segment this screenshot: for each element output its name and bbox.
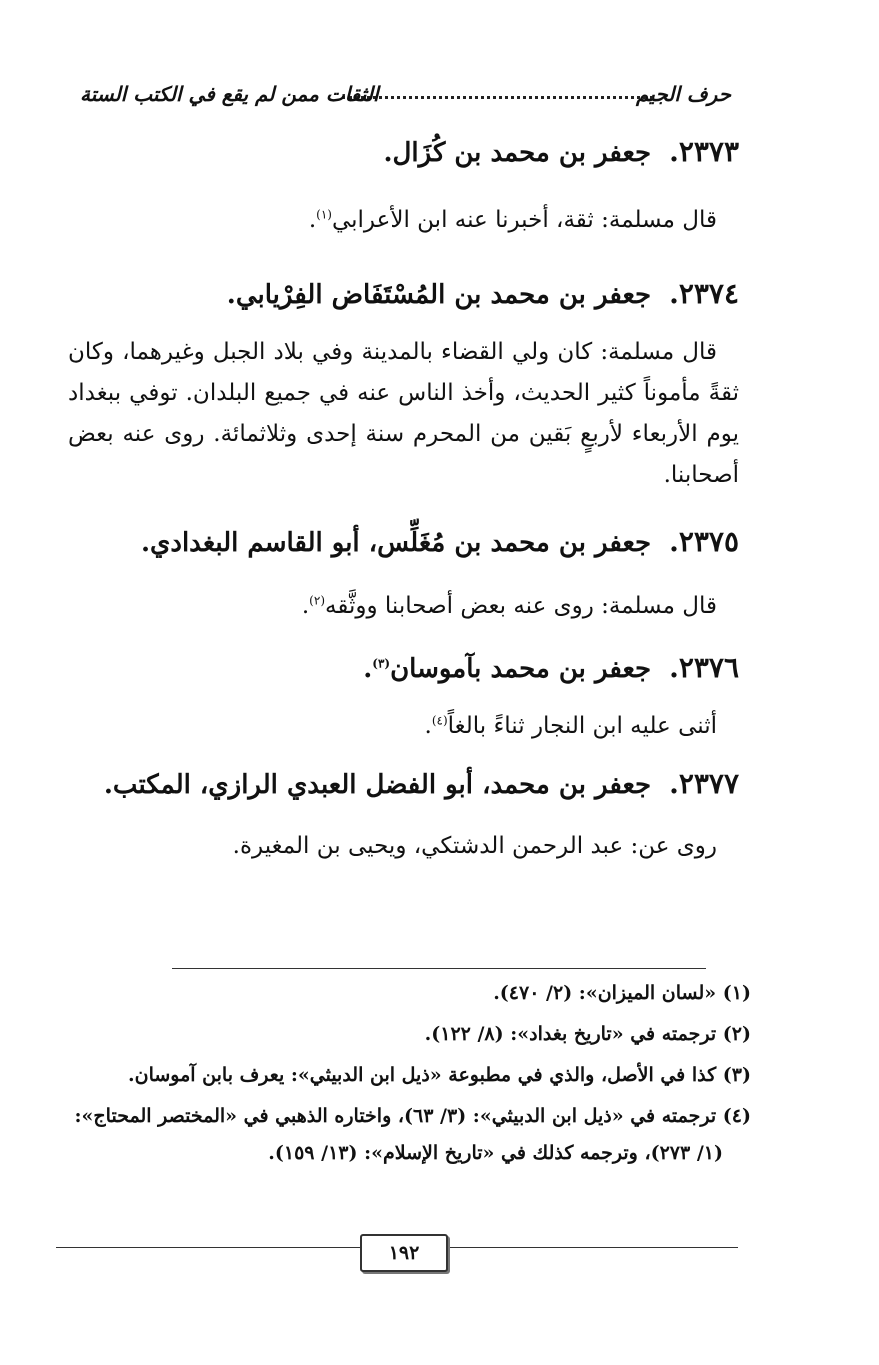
entry-body-2373 [68,200,739,272]
entry-number: ٢٣٧٤. [669,277,739,310]
entry-title-2375 [68,520,739,586]
entry-number: ٢٣٧٧. [669,767,739,800]
entry-number: ٢٣٧٦. [669,651,739,684]
footnote-2: (٢) ترجمته في «تاريخ بغداد»: (٨/ ١٢٢). [424,1023,751,1045]
entry-name: جعفر بن محمد، أبو الفضل العبدي الرازي، المكتب. [103,770,652,800]
entry-name-text: جعفر بن محمد بآموسان [390,654,652,684]
entry-body-2374: قال مسلمة: كان ولي القضاء بالمدينة وفي بلاد الجبل وغيرهما، وكان ثقةً مأموناً كثير الحديث، وأخذ الناس عنه في جميع البلدان. توفي ببغداد يوم الأربعاء لأربعٍ بَقين من المحرم سنة إحدى وثلاثمائة. روى عنه بعض أصحابنا. [68,339,739,488]
page-number: ١٩٢ [360,1234,448,1272]
entry-body-2377: روى عن: عبد الرحمن الدشتكي، ويحيى بن المغيرة. [232,833,717,859]
footnote-ref: (٣) [372,656,391,671]
footnote-divider [172,968,706,969]
main-content [68,130,739,867]
entry-tail: . [424,713,432,739]
header-book-title: الثقات ممن لم يقع في الكتب الستة [80,82,379,106]
entry-name: جعفر بن محمد بن كُزَال. [383,138,652,168]
entry-title-2374 [68,272,739,332]
entry-name: جعفر بن محمد بن المُسْتَفَاض الفِرْيابي. [226,280,652,310]
entry-body-2376 [68,706,739,762]
footnote-ref: (١) [316,207,332,222]
entry-body-2375 [68,586,739,646]
entry-title-2377 [68,762,739,826]
running-header [80,78,731,112]
entry-text: قال مسلمة: روى عنه بعض أصحابنا ووثَّقه [325,593,717,619]
footnote-1: (١) «لسان الميزان»: (٢/ ٤٧٠). [493,982,751,1004]
entry-name [363,649,651,691]
footnote-ref: (٤) [431,713,448,728]
footnote-3: (٣) كذا في الأصل، والذي في مطبوعة «ذيل ابن الدبيثي»: يعرف بابن آموسان. [128,1064,751,1086]
footnotes [52,984,751,1185]
entry-name: جعفر بن محمد بن مُغَلِّس، أبو القاسم البغدادي. [140,528,652,558]
entry-title-2373 [68,130,739,200]
footnote-4-line2: (١/ ٢٧٣)، وترجمه كذلك في «تاريخ الإسلام»: (١٣/ ١٥٩). [268,1142,723,1164]
footnote-4 [52,1107,751,1163]
entry-text: قال مسلمة: ثقة، أخبرنا عنه ابن الأعرابي [331,207,717,233]
header-chapter: حرف الجيم [636,82,731,106]
entry-number: ٢٣٧٥. [669,525,739,558]
header-dotted-leader [342,96,653,99]
footnote-ref: (٢) [309,593,325,608]
entry-tail: . [301,593,310,619]
entry-tail: . [308,207,317,233]
entry-number: ٢٣٧٣. [669,135,739,168]
entry-title-2376 [68,646,739,706]
entry-text: أثنى عليه ابن النجار ثناءً بالغاً [447,713,717,739]
footnote-4-line1: (٤) ترجمته في «ذيل ابن الدبيثي»: (٣/ ٦٣)، واختاره الذهبي في «المختصر المحتاج»: [74,1105,751,1127]
entry-name-tail: . [363,654,373,684]
